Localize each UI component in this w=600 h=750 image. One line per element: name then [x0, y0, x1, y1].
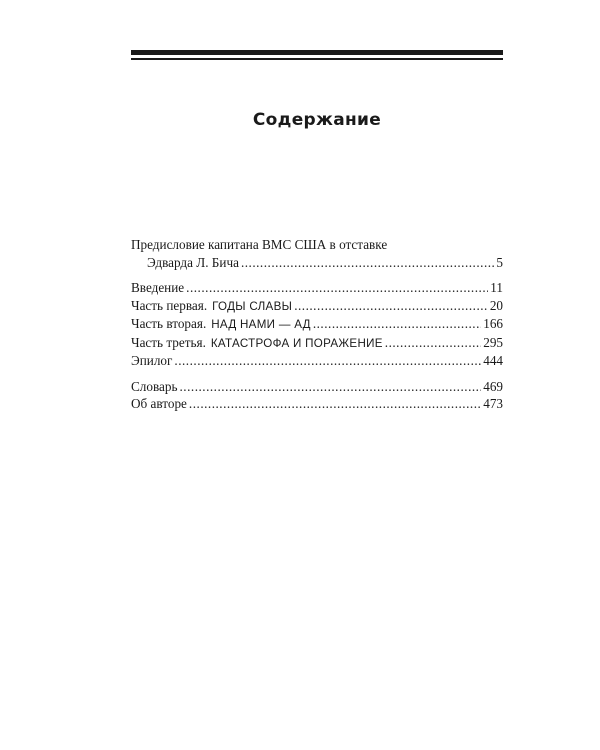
- page-title: Содержание: [252, 110, 382, 130]
- toc-entry-label: [131, 315, 311, 334]
- part-prefix: Часть первая.: [131, 297, 208, 313]
- part-title: НАД НАМИ — АД: [211, 318, 311, 331]
- dot-leader: [385, 334, 481, 352]
- dot-leader: [241, 254, 494, 272]
- toc-entry-label: Об авторе: [131, 396, 187, 411]
- part-title: КАТАСТРОФА И ПОРАЖЕНИЕ: [210, 336, 383, 350]
- toc-page-number: 295: [483, 334, 503, 350]
- toc-entry-foreword-line1[interactable]: [131, 236, 503, 254]
- toc-page-number: 5: [496, 254, 503, 270]
- toc-page-number: 469: [483, 378, 503, 394]
- toc-entry-label: [131, 334, 383, 353]
- toc-entry-part2[interactable]: [131, 315, 503, 334]
- toc-entry-label: [131, 297, 292, 316]
- dot-leader: [180, 378, 482, 396]
- part-title: ГОДЫ СЛАВЫ: [212, 299, 293, 313]
- toc-entry-epilogue[interactable]: [131, 352, 503, 370]
- toc-entry-label: Эпилог: [131, 353, 173, 368]
- part-prefix: Часть третья.: [131, 334, 206, 350]
- toc-entry-label: Предисловие капитана ВМС США в отставке: [131, 237, 388, 252]
- spacer: [131, 370, 503, 378]
- toc-entry-glossary[interactable]: [131, 378, 503, 396]
- toc-entry-about-author[interactable]: [131, 395, 503, 413]
- toc-entry-part1[interactable]: [131, 297, 503, 316]
- toc-entry-label: Эдварда Л. Бича: [147, 254, 239, 270]
- dot-leader: [313, 315, 481, 333]
- toc-entry-foreword[interactable]: [131, 254, 503, 272]
- header-rule-thick: [131, 50, 503, 55]
- toc-entry-label: Введение: [131, 280, 185, 295]
- dot-leader: [189, 395, 481, 413]
- spacer: [131, 271, 503, 279]
- toc-page-number: 473: [483, 396, 503, 411]
- dot-leader: [174, 352, 481, 370]
- toc-entry-intro[interactable]: [131, 279, 503, 297]
- dot-leader: [186, 279, 488, 297]
- toc-page-number: 20: [489, 297, 503, 313]
- part-prefix: Часть вторая.: [131, 316, 207, 331]
- table-of-contents: [131, 236, 503, 413]
- header-rule-thin: [131, 58, 503, 60]
- toc-page-number: 11: [490, 280, 503, 295]
- toc-entry-part3[interactable]: [131, 334, 503, 353]
- toc-entry-label: Словарь: [131, 378, 178, 394]
- dot-leader: [294, 297, 488, 315]
- toc-page-number: 444: [483, 353, 503, 368]
- toc-page-number: 166: [483, 316, 503, 331]
